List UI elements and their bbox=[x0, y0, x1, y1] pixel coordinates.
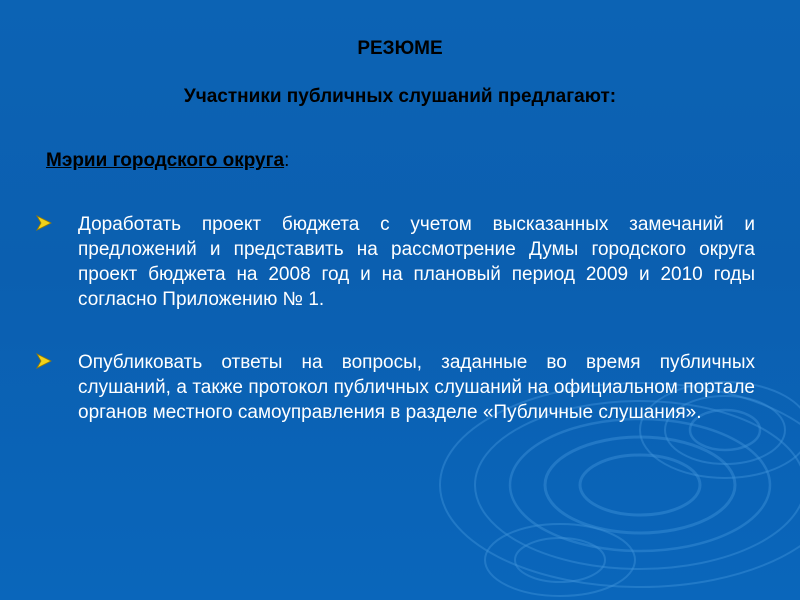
addressee-name: Мэрии городского округа bbox=[46, 150, 285, 171]
bullet-text: Доработать проект бюджета с учетом высказанных замечаний и предложений и представить на рассмотрение Думы городского округа проект бюджета на 2008 год и на плановый период 2009 и 2010 годы согласно Приложению № 1. bbox=[78, 214, 755, 310]
bullet-list bbox=[35, 212, 755, 425]
slide-subtitle: Участники публичных слушаний предлагают: bbox=[183, 86, 617, 107]
bullet-item bbox=[35, 350, 755, 425]
bullet-item bbox=[35, 212, 755, 312]
addressee-line bbox=[46, 150, 289, 172]
slide-title: РЕЗЮМЕ bbox=[357, 38, 443, 59]
arrowhead-bullet-icon bbox=[35, 352, 53, 370]
addressee-colon: : bbox=[284, 150, 290, 171]
bullet-text: Опубликовать ответы на вопросы, заданные во время публичных слушаний, а также протокол публичных слушаний на официальном портале органов местного самоуправления в разделе «Публичные слушания». bbox=[78, 352, 755, 423]
arrowhead-bullet-icon bbox=[35, 214, 53, 232]
